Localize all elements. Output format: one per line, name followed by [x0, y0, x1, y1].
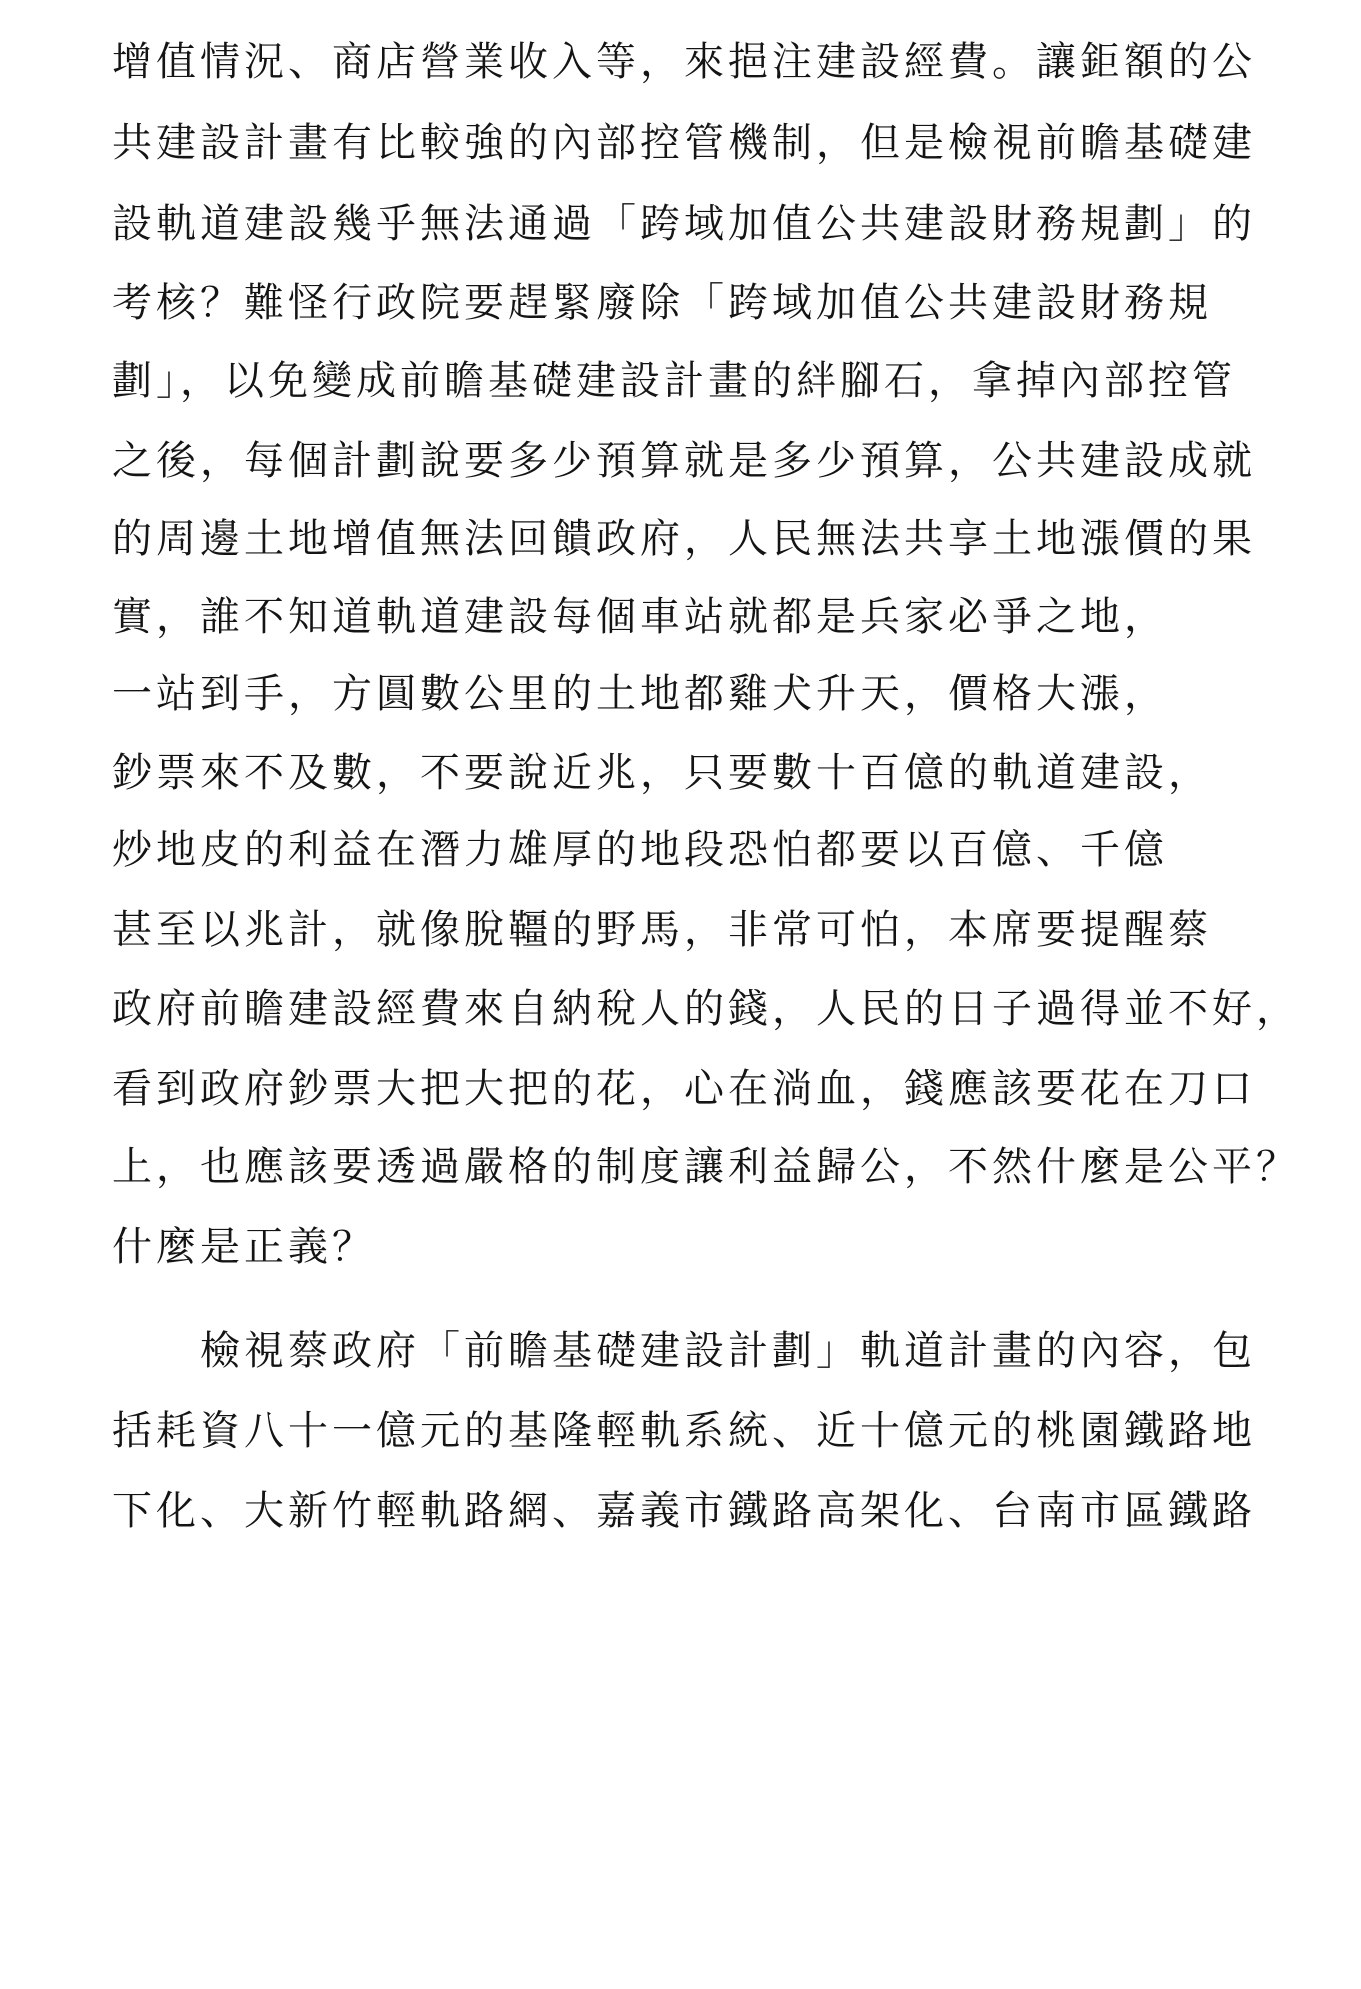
text-line-1: 增值情況、商店營業收入等，來挹注建設經費。讓鉅額的公 — [112, 39, 1256, 85]
text-line-3: 設軌道建設幾乎無法通過「跨域加值公共建設財務規劃」的 — [112, 201, 1256, 247]
text-line-15: 上，也應該要透過嚴格的制度讓利益歸公，不然什麼是公平？ — [112, 1144, 1300, 1190]
text-line-6: 之後，每個計劃說要多少預算就是多少預算，公共建設成就 — [112, 438, 1256, 484]
text-line-17: 檢視蔡政府「前瞻基礎建設計劃」軌道計畫的內容，包 — [200, 1328, 1256, 1374]
text-line-10: 鈔票來不及數，不要說近兆，只要數十百億的軌道建設， — [112, 750, 1212, 796]
text-line-8: 實，誰不知道軌道建設每個車站就都是兵家必爭之地， — [112, 594, 1168, 640]
text-line-18: 括耗資八十一億元的基隆輕軌系統、近十億元的桃園鐵路地 — [112, 1408, 1256, 1454]
text-line-9: 一站到手，方圓數公里的土地都雞犬升天，價格大漲， — [112, 671, 1168, 717]
text-line-5: 劃」，以免變成前瞻基礎建設計畫的絆腳石，拿掉內部控管 — [112, 358, 1236, 404]
text-line-19: 下化、大新竹輕軌路網、嘉義市鐵路高架化、台南市區鐵路 — [112, 1488, 1256, 1534]
text-line-12: 甚至以兆計，就像脫韁的野馬，非常可怕，本席要提醒蔡 — [112, 907, 1212, 953]
text-line-11: 炒地皮的利益在潛力雄厚的地段恐怕都要以百億、千億 — [112, 827, 1168, 873]
text-line-4: 考核？難怪行政院要趕緊廢除「跨域加值公共建設財務規 — [112, 280, 1212, 326]
text-line-7: 的周邊土地增值無法回饋政府，人民無法共享土地漲價的果 — [112, 516, 1256, 562]
text-line-13: 政府前瞻建設經費來自納稅人的錢，人民的日子過得並不好， — [112, 986, 1300, 1032]
text-line-2: 共建設計畫有比較強的內部控管機制，但是檢視前瞻基礎建 — [112, 120, 1256, 166]
text-line-14: 看到政府鈔票大把大把的花，心在淌血，錢應該要花在刀口 — [112, 1066, 1256, 1112]
text-line-16: 什麼是正義？ — [112, 1224, 376, 1270]
